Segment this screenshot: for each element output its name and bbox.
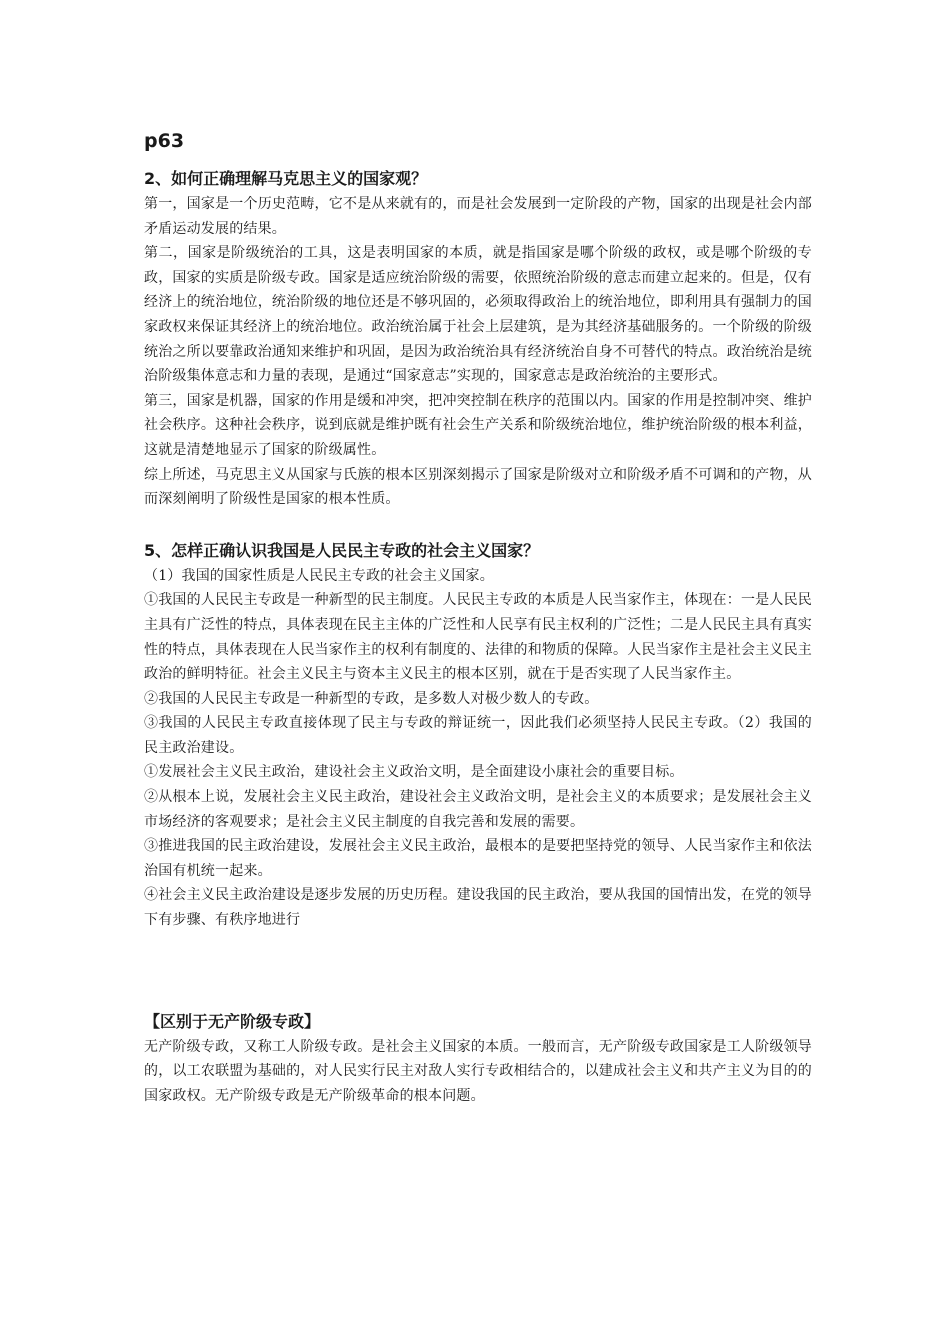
question-5-paragraph: ②从根本上说，发展社会主义民主政治，建设社会主义政治文明，是社会主义的本质要求；是发展社会主义市场经济的客观要求；是社会主义民主制度的自我完善和发展的需要。 [144,789,812,830]
note-paragraph: 无产阶级专政，又称工人阶级专政。是社会主义国家的本质。一般而言，无产阶级专政国家是工人阶级领导的，以工农联盟为基础的，对人民实行民主对敌人实行专政相结合的，以建成社会主义和共产主义为目的的国家政权。无产阶级专政是无产阶级革命的根本问题。 [144,1038,812,1104]
document-page [144,126,812,1108]
question-5-paragraph: ①我国的人民民主专政是一种新型的民主制度。人民民主专政的本质是人民当家作主，体现在：一是人民民主具有广泛性的特点，具体表现在民主主体的广泛性和人民享有民主权利的广泛性；二是人民民主具有真实性的特点，具体表现在人民当家作主的权利有制度的、法律的和物质的保障。人民当家作主是社会主义民主政治的鲜明特征。社会主义民主与资本主义民主的根本区别，就在于是否实现了人民当家作主。 [144,592,812,683]
section-spacer [144,512,812,538]
question-2-paragraph: 第三，国家是机器，国家的作用是缓和冲突，把冲突控制在秩序的范围以内。国家的作用是控制冲突、维护社会秩序。这种社会秩序，说到底就是维护既有社会生产关系和阶级统治地位，维护统治阶级的根本利益，这就是清楚地显示了国家的阶级属性。 [144,392,812,458]
question-5-paragraph: ②我国的人民民主专政是一种新型的专政，是多数人对极少数人的专政。 [144,690,599,707]
question-5-paragraph: （1）我国的国家性质是人民民主专政的社会主义国家。 [144,567,494,584]
question-5-paragraph: ③我国的人民民主专政直接体现了民主与专政的辩证统一，因此我们必须坚持人民民主专政。（2）我国的民主政治建设。 [144,715,812,756]
question-2-paragraph: 综上所述，马克思主义从国家与氏族的根本区别深刻揭示了国家是阶级对立和阶级矛盾不可调和的产物，从而深刻阐明了阶级性是国家的根本性质。 [144,466,812,508]
question-5-paragraph: ④社会主义民主政治建设是逐步发展的历史历程。建设我国的民主政治，要从我国的国情出发，在党的领导下有步骤、有秩序地进行 [144,887,812,929]
note-title: 【区别于无产阶级专政】 [144,1011,321,1031]
question-5-paragraph: ①发展社会主义民主政治，建设社会主义政治文明，是全面建设小康社会的重要目标。 [144,764,684,781]
question-5-title: 5、怎样正确认识我国是人民民主专政的社会主义国家？ [144,540,540,560]
section-spacer [144,933,812,1009]
question-2-paragraph: 第二，国家是阶级统治的工具，这是表明国家的本质，就是指国家是哪个阶级的政权，或是哪个阶级的专政，国家的实质是阶级专政。国家是适应统治阶级的需要，依照统治阶级的意志而建立起来的。但是，仅有经济上的统治地位，统治阶级的地位还是不够巩固的，必须取得政治上的统治地位，即利用具有强制力的国家政权来保证其经济上的统治地位。政治统治属于社会上层建筑，是为其经济基础服务的。一个阶级的阶级统治之所以要靠政治通知来维护和巩固，是因为政治统治具有经济统治自身不可替代的特点。政治统治是统治阶级集体意志和力量的表现，是通过“国家意志”实现的，国家意志是政治统治的主要形式。 [144,245,812,385]
page-label: p63 [144,130,185,152]
question-2-section [144,166,812,512]
question-5-section [144,538,812,933]
question-2-paragraph: 第一，国家是一个历史范畴，它不是从来就有的，而是社会发展到一定阶段的产物，国家的出现是社会内部矛盾运动发展的结果。 [144,196,812,237]
question-5-paragraph: ③推进我国的民主政治建设，发展社会主义民主政治，最根本的是要把坚持党的领导、人民当家作主和依法治国有机统一起来。 [144,838,812,879]
note-section [144,1009,812,1109]
question-2-title: 2、如何正确理解马克思主义的国家观？ [144,169,428,188]
